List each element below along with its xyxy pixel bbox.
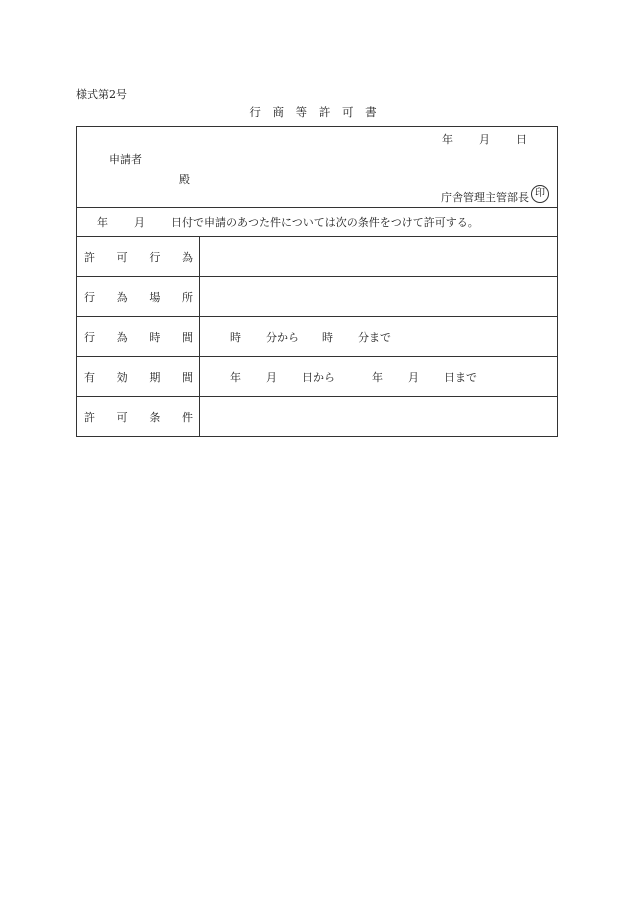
- period-year2: 年: [372, 370, 383, 384]
- label-char: 可: [116, 250, 128, 264]
- label-char: 許: [84, 410, 95, 424]
- permit-statement: [77, 208, 557, 237]
- period-month2: 月: [408, 370, 419, 384]
- statement-month: 月: [134, 216, 145, 229]
- label-char: 有: [84, 370, 95, 384]
- location-field[interactable]: [200, 277, 557, 316]
- row-validity: [77, 357, 557, 397]
- document-title: 行 商 等 許 可 書: [249, 105, 381, 119]
- label-char: 期: [149, 370, 161, 384]
- honorific: 殿: [179, 173, 190, 186]
- period-until: 日まで: [444, 370, 477, 384]
- period-year1: 年: [230, 370, 241, 384]
- label-char: 行: [149, 250, 161, 264]
- label-char: 行: [84, 290, 95, 304]
- label-char: 為: [116, 290, 128, 304]
- row-time: [77, 317, 557, 357]
- permitted-act-field[interactable]: [200, 237, 557, 276]
- date-line: [442, 131, 527, 147]
- row-label: [77, 357, 200, 396]
- conditions-field[interactable]: [200, 397, 557, 436]
- label-char: 為: [116, 330, 128, 344]
- label-char: 行: [84, 330, 95, 344]
- time-from: 分から: [266, 330, 299, 344]
- time-field[interactable]: [200, 317, 557, 356]
- row-conditions: [77, 397, 557, 436]
- time-until: 分まで: [358, 330, 391, 344]
- time-hour2: 時: [322, 330, 333, 344]
- period-from: 日から: [302, 370, 335, 384]
- row-label: [77, 397, 200, 436]
- time-hour1: 時: [230, 330, 241, 344]
- form-number: 様式第2号: [76, 88, 127, 101]
- label-char: 時: [149, 330, 161, 344]
- header-block: [77, 127, 557, 208]
- label-char: 間: [181, 330, 193, 344]
- label-char: 効: [116, 370, 128, 384]
- issuer: 庁舎管理主管部長: [441, 191, 529, 204]
- statement-text: 日付で申請のあつた件については次の条件をつけて許可する。: [171, 216, 479, 229]
- validity-field[interactable]: [200, 357, 557, 396]
- label-char: 許: [84, 250, 95, 264]
- statement-year: 年: [97, 216, 108, 229]
- date-month: 月: [479, 133, 490, 146]
- label-char: 場: [149, 290, 161, 304]
- date-day: 日: [516, 133, 527, 146]
- applicant-label: 申請者: [109, 153, 142, 166]
- row-location: [77, 277, 557, 317]
- label-char: 所: [181, 290, 193, 304]
- label-char: 可: [116, 410, 128, 424]
- row-label: [77, 277, 200, 316]
- row-permitted-act: [77, 237, 557, 277]
- date-year: 年: [442, 133, 453, 146]
- permit-form-table: [76, 126, 558, 437]
- label-char: 為: [181, 250, 193, 264]
- row-label: [77, 237, 200, 276]
- label-char: 件: [181, 410, 193, 424]
- seal-mark: 印: [531, 185, 549, 203]
- label-char: 条: [149, 410, 161, 424]
- label-char: 間: [181, 370, 193, 384]
- row-label: [77, 317, 200, 356]
- period-month1: 月: [266, 370, 277, 384]
